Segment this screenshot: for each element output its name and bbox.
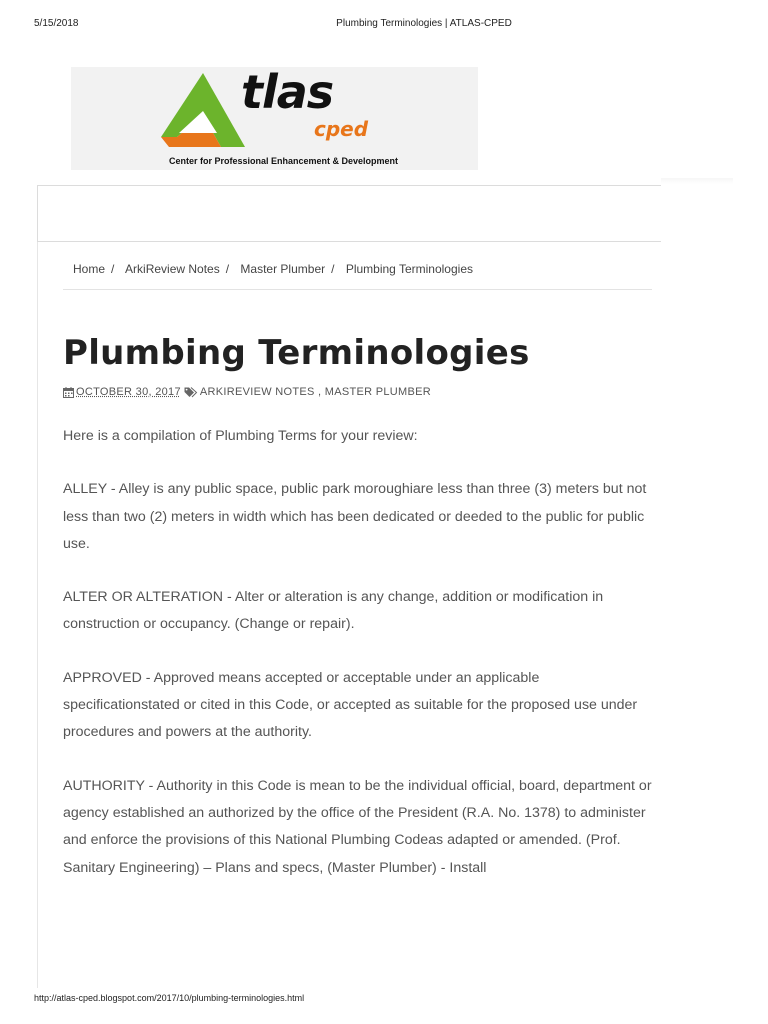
paragraph-alley: ALLEY - Alley is any public space, public park moroughiare less than three (3) meters but not less than two (2) meters in width which has been dedicated or deeded to the public for public use. [63, 481, 647, 552]
breadcrumb-arkireview-notes[interactable]: ArkiReview Notes [125, 262, 220, 276]
print-title: Plumbing Terminologies | ATLAS-CPED [336, 18, 512, 29]
breadcrumb-separator: / [111, 262, 115, 276]
logo-triangle-icon [159, 71, 247, 151]
post-body [63, 423, 655, 908]
paragraph-authority: AUTHORITY - Authority in this Code is mean to be the individual official, board, department or agency established an authorized by the office of the President (R.A. No. 1378) to administer and enforce the provisions of this National Plumbing Codeas adapted or amended. (Prof. Sanitary Engineering) – Plans and specs, (Master Plumber) - Install [63, 777, 652, 876]
print-header [0, 18, 768, 32]
breadcrumb [73, 262, 473, 276]
paragraph-intro: Here is a compilation of Plumbing Terms for your review: [63, 428, 418, 444]
print-date: 5/15/2018 [34, 18, 79, 29]
post-date-link[interactable]: OCTOBER 30, 2017 [76, 386, 181, 398]
print-footer-url: http://atlas-cped.blogspot.com/2017/10/plumbing-terminologies.html [34, 993, 305, 1003]
nav-shadow [661, 178, 733, 184]
breadcrumb-master-plumber[interactable]: Master Plumber [240, 262, 326, 276]
logo-wordmark: tlas [241, 65, 334, 119]
site-logo[interactable] [71, 67, 478, 170]
breadcrumb-divider [63, 289, 652, 290]
breadcrumb-separator: / [331, 262, 335, 276]
post-categories[interactable]: ARKIREVIEW NOTES , MASTER PLUMBER [199, 386, 432, 398]
calendar-icon [63, 387, 74, 398]
content-left-border [37, 242, 38, 988]
breadcrumb-current: Plumbing Terminologies [345, 262, 473, 276]
breadcrumb-separator: / [225, 262, 230, 276]
navigation-bar [37, 185, 661, 242]
post-title: Plumbing Terminologies [63, 332, 530, 373]
logo-subword: cped [314, 117, 369, 141]
paragraph-approved: APPROVED - Approved means accepted or acceptable under an applicable specificationstated or cited in this Code, or accepted as suitable for the proposed use under procedures and powers at the authority. [63, 669, 638, 741]
breadcrumb-home[interactable]: Home [73, 262, 106, 276]
tag-icon [184, 387, 198, 398]
logo-tagline: Center for Professional Enhancement & Development [168, 156, 399, 166]
post-meta [63, 386, 431, 398]
paragraph-alteration: ALTER OR ALTERATION - Alter or alteration is any change, addition or modification in construction or occupancy. (Change or repair). [63, 589, 604, 633]
